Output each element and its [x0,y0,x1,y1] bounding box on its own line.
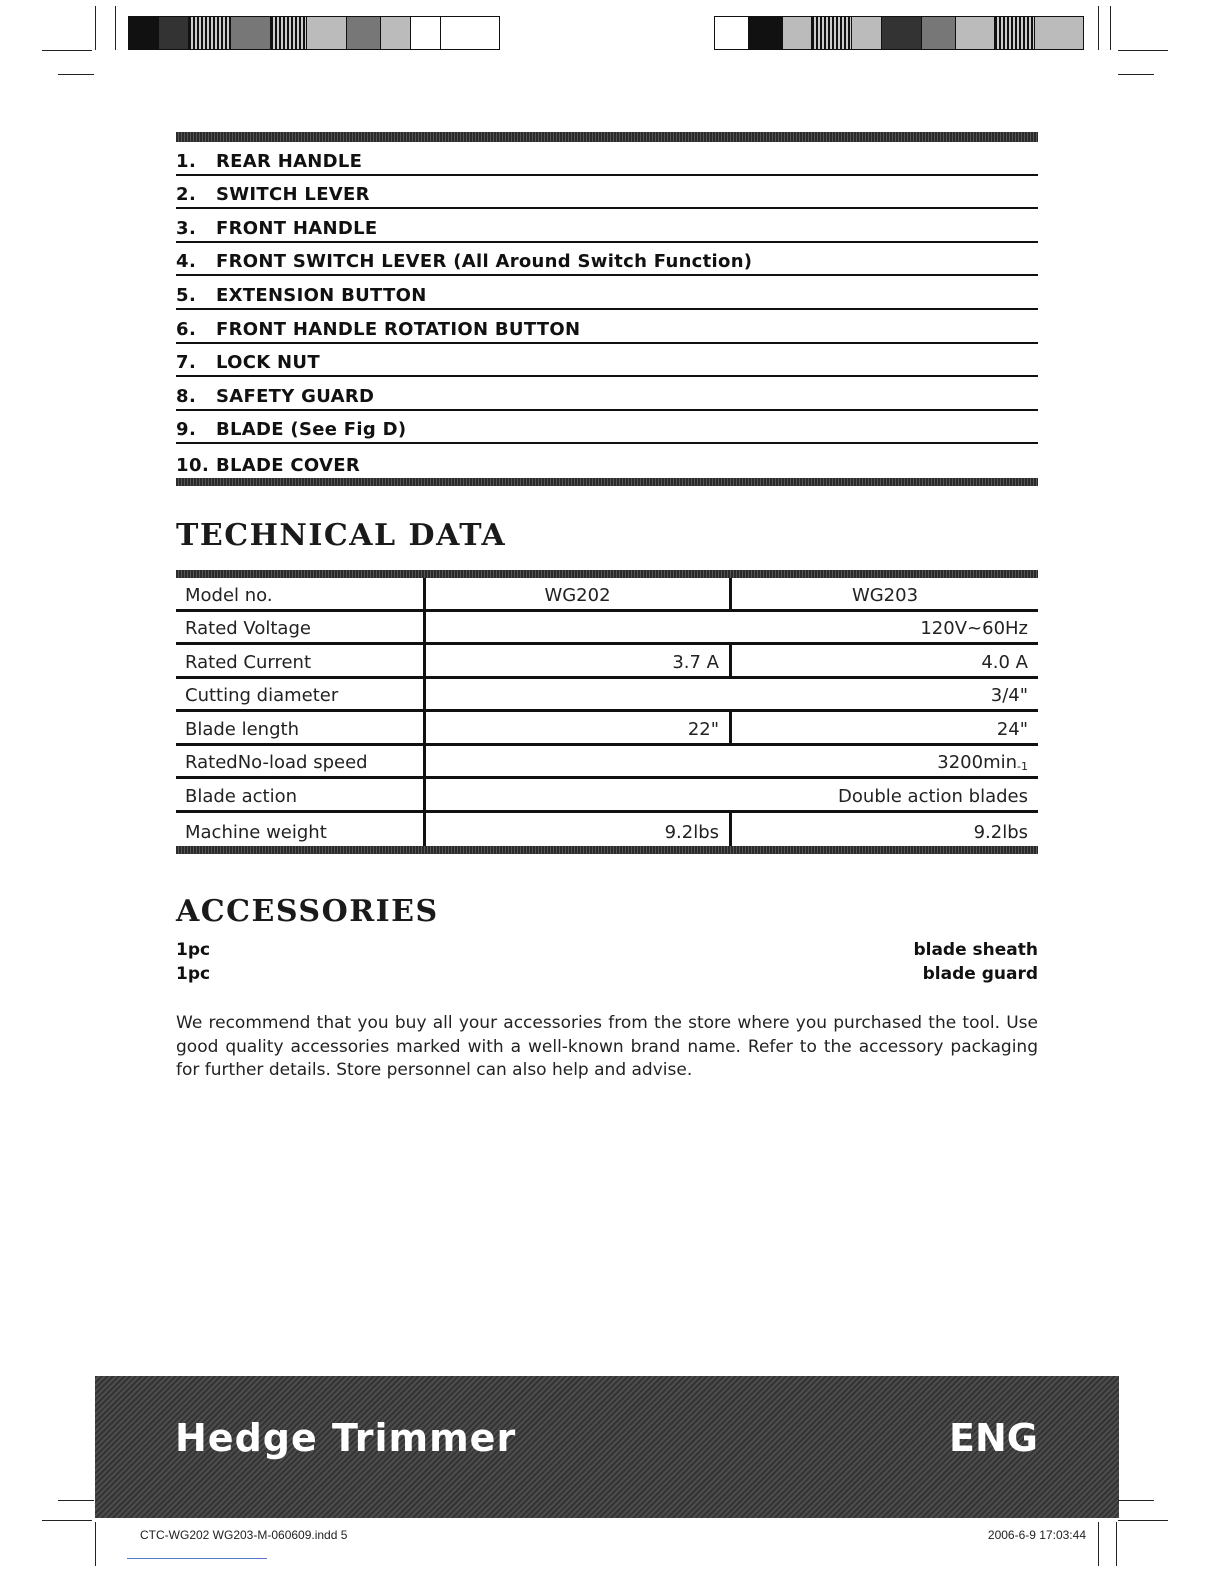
row-label: Rated Voltage [176,612,426,643]
part-label: FRONT SWITCH LEVER (All Around Switch Function) [216,251,753,273]
crop-mark [115,6,116,50]
crop-mark [95,1522,96,1566]
speed-value: 3200min [937,752,1018,773]
part-number: 2. [176,184,197,206]
part-label: BLADE COVER [216,454,361,476]
row-value-wg203: 24" [996,718,1028,740]
crop-mark [42,50,92,51]
row-value-wg203: 4.0 A [981,651,1028,673]
crop-mark [1110,6,1111,50]
accessories-heading: ACCESSORIES [176,894,439,929]
crop-mark [1118,1500,1154,1501]
row-value: Double action blades [838,785,1028,807]
table-row [176,813,1038,847]
color-bar-right [714,16,1084,50]
footer-banner [95,1376,1119,1518]
accessory-item [176,964,1038,988]
accessories-paragraph: We recommend that you buy all your accessories from the store where you purchased the tool. Use good quality accessories marked with a well-known brand name. Refer to the accessory packaging for further details. Store personnel can also help and advise. [176,1013,1038,1080]
table-row [176,578,1038,612]
crop-mark [58,74,94,75]
parts-list-top-rule [176,132,1038,142]
crop-mark [1118,1520,1168,1521]
part-number: 7. [176,352,197,374]
part-number: 6. [176,318,197,340]
row-label: Blade action [176,779,426,810]
row-value-wg202: 9.2lbs [426,813,732,847]
part-number: 9. [176,419,197,441]
accessory-item [176,940,1038,964]
row-value-wg202: 3.7 A [426,645,732,676]
speed-exponent: -1 [1017,760,1028,773]
crop-mark [95,6,96,50]
row-label: Rated Current [176,645,426,676]
parts-list-item [176,243,1038,277]
accessory-qty: 1pc [176,940,211,960]
part-label: BLADE (See Fig D) [216,419,407,441]
part-number: 8. [176,385,197,407]
row-label: RatedNo-load speed [176,746,426,777]
crop-mark [1098,6,1099,50]
part-label: LOCK NUT [216,352,320,374]
table-row [176,779,1038,813]
parts-list-item [176,176,1038,210]
table-row [176,746,1038,780]
row-value-wg202: 22" [426,712,732,743]
table-row [176,679,1038,713]
part-label: SAFETY GUARD [216,385,375,407]
part-label: FRONT HANDLE ROTATION BUTTON [216,318,581,340]
row-value-wg203: 9.2lbs [973,822,1028,843]
accessories-list [176,940,1038,988]
parts-list-item [176,310,1038,344]
table-row [176,712,1038,746]
parts-list-item [176,209,1038,243]
table-top-rule [176,570,1038,578]
row-label: Blade length [176,712,426,743]
table-bottom-rule [176,846,1038,854]
parts-list [176,132,1038,486]
part-label: FRONT HANDLE [216,217,378,239]
accessory-name: blade guard [922,964,1038,984]
crop-mark [1098,1522,1099,1566]
part-number: 5. [176,284,197,306]
part-number: 3. [176,217,197,239]
part-number: 4. [176,251,197,273]
parts-list-item [176,276,1038,310]
row-value [426,746,1038,777]
product-title: Hedge Trimmer [175,1416,517,1460]
part-label: REAR HANDLE [216,150,363,172]
part-label: EXTENSION BUTTON [216,284,427,306]
parts-list-item [176,377,1038,411]
slug-timestamp: 2006-6-9 17:03:44 [987,1528,1086,1542]
model-wg203-header: WG203 [851,584,919,606]
crop-mark [42,1520,92,1521]
row-label: Cutting diameter [176,679,426,710]
part-number: 1. [176,150,197,172]
color-bar-left [128,16,500,50]
row-label: Model no. [176,578,426,609]
table-row [176,645,1038,679]
accessory-qty: 1pc [176,964,211,984]
part-number: 10. [176,454,210,476]
parts-list-item [176,344,1038,378]
crop-mark [1118,50,1168,51]
parts-list-item [176,411,1038,445]
accessory-name: blade sheath [913,940,1038,960]
crop-mark [1118,74,1154,75]
parts-list-bottom-rule [176,478,1038,486]
crop-mark [1116,1522,1117,1566]
technical-data-table [176,570,1038,854]
parts-list-item [176,444,1038,478]
crop-mark [58,1500,94,1501]
language-label: ENG [949,1416,1038,1460]
part-label: SWITCH LEVER [216,184,370,206]
technical-data-heading: TECHNICAL DATA [176,518,507,553]
table-row [176,612,1038,646]
row-value: 120V~60Hz [920,618,1028,639]
slug-filename: CTC-WG202 WG203-M-060609.indd 5 [140,1528,348,1542]
slug-underline [127,1558,267,1559]
parts-list-item [176,142,1038,176]
row-label: Machine weight [176,813,426,847]
row-value: 3/4" [990,685,1028,706]
model-wg202-header: WG202 [426,578,732,609]
